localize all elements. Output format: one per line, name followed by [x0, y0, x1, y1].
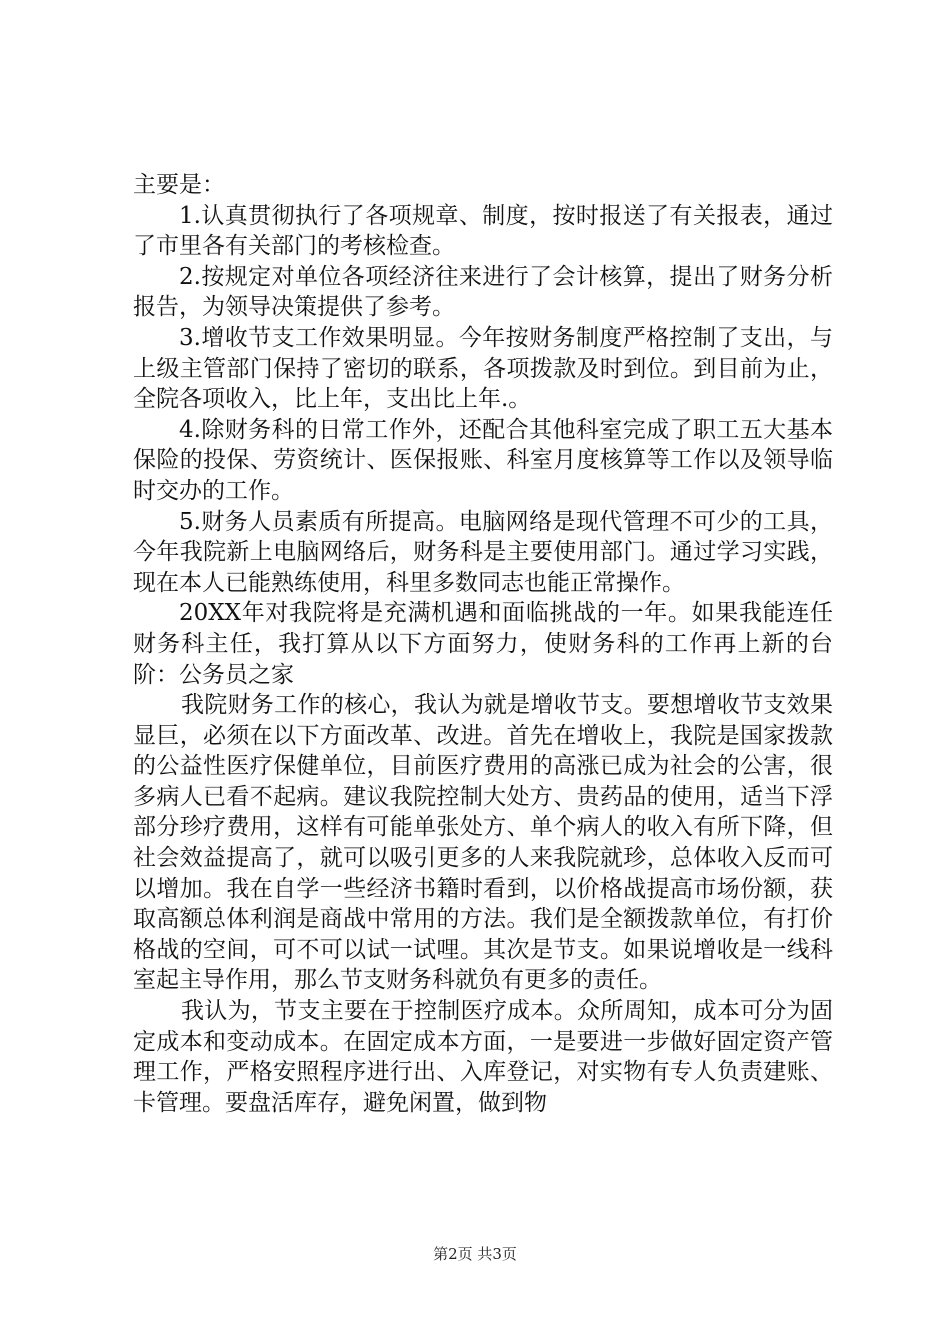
intro-paragraph: 主要是： — [133, 172, 225, 198]
page-number: 第2页 共3页 — [433, 1245, 517, 1263]
item-1-paragraph: 1.认真贯彻执行了各项规章、制度，按时报送了有关报表，通过了市里各有关部门的考核检查。 — [133, 202, 833, 260]
item-4-paragraph: 4.除财务科的日常工作外，还配合其他科室完成了职工五大基本保险的投保、劳资统计、医保报账、科室月度核算等工作以及领导临时交办的工作。 — [133, 416, 833, 504]
item-2-paragraph: 2.按规定对单位各项经济往来进行了会计核算，提出了财务分析报告，为领导决策提供了参考。 — [133, 263, 833, 321]
document-body — [133, 170, 833, 1118]
cost-paragraph: 我认为，节支主要在于控制医疗成本。众所周知，成本可分为固定成本和变动成本。在固定成本方面，一是要进一步做好固定资产管理工作，严格安照程序进行出、入库登记，对实物有专人负责建账、卡管理。要盘活库存，避免闲置，做到物 — [133, 998, 833, 1116]
outlook-paragraph: 20XX年对我院将是充满机遇和面临挑战的一年。如果我能连任财务科主任，我打算从以下方面努力，使财务科的工作再上新的台阶：公务员之家 — [133, 600, 833, 688]
item-5-paragraph: 5.财务人员素质有所提高。电脑网络是现代管理不可少的工具，今年我院新上电脑网络后，财务科是主要使用部门。通过学习实践，现在本人已能熟练使用，科里多数同志也能正常操作。 — [133, 508, 833, 596]
core-paragraph: 我院财务工作的核心，我认为就是增收节支。要想增收节支效果显巨，必须在以下方面改革、改进。首先在增收上，我院是国家拨款的公益性医疗保健单位，目前医疗费用的高涨已成为社会的公害，很多病人已看不起病。建议我院控制大处方、贵药品的使用，适当下浮部分珍疗费用，这样有可能单张处方、单个病人的收入有所下降，但社会效益提高了，就可以吸引更多的人来我院就珍，总体收入反而可以增加。我在自学一些经济书籍时看到，以价格战提高市场份额，获取高额总体利润是商战中常用的方法。我们是全额拨款单位，有打价格战的空间，可不可以试一试哩。其次是节支。如果说增收是一线科室起主导作用，那么节支财务科就负有更多的责任。 — [133, 692, 833, 994]
item-3-paragraph: 3.增收节支工作效果明显。今年按财务制度严格控制了支出，与上级主管部门保持了密切的联系，各项拨款及时到位。到目前为止，全院各项收入，比上年，支出比上年.。 — [133, 324, 833, 413]
